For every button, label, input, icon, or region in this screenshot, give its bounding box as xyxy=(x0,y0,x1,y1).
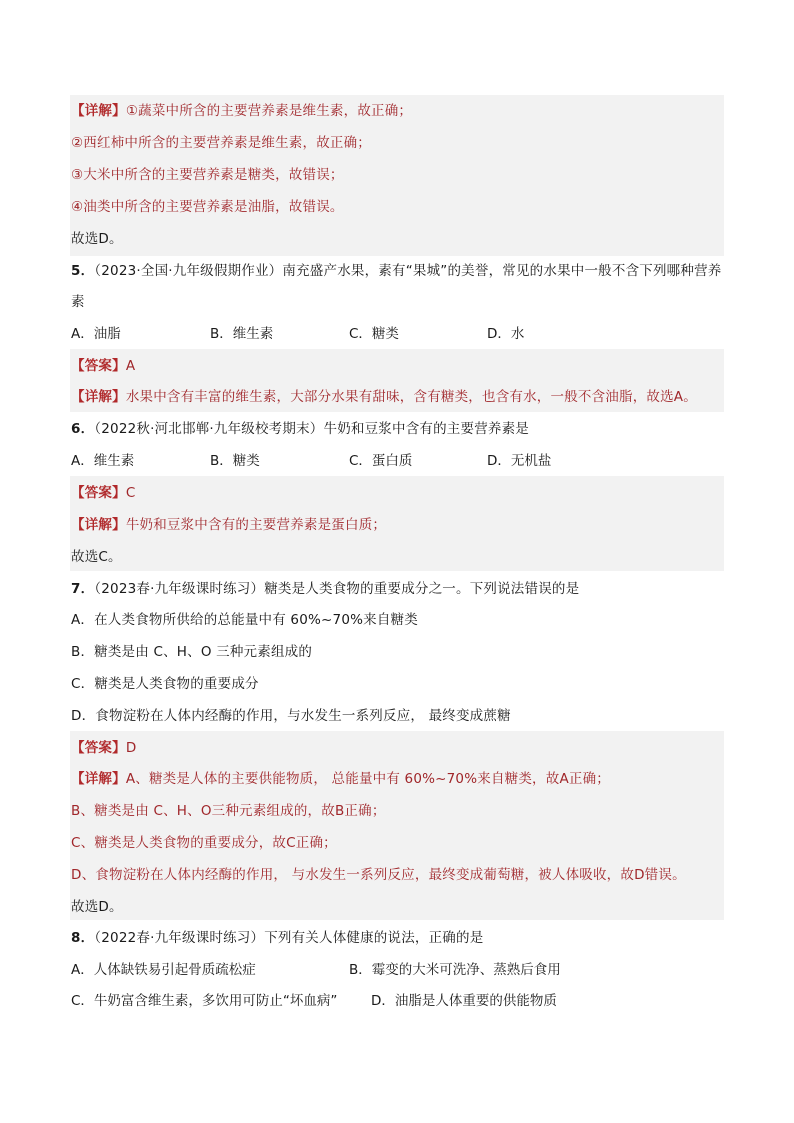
q8-option-b: B．霉变的大米可洗净、蒸熟后食用 xyxy=(349,962,561,978)
q7-stem-line xyxy=(71,579,723,599)
q7-option-a: A．在人类食物所供给的总能量中有 60%~70%来自糖类 xyxy=(71,612,418,628)
q6-option-d: D．无机盐 xyxy=(487,453,552,469)
detail-tag: 【详解】 xyxy=(71,771,126,787)
q5-option-a: A．油脂 xyxy=(71,326,121,342)
q7-number: 7． xyxy=(71,581,95,597)
q5-answer-line xyxy=(71,356,723,376)
q5-stem-line-2: 素 xyxy=(71,294,85,310)
q7-detail-line-1 xyxy=(71,769,723,789)
q7-stem: 糖类是人类食物的重要成分之一。下列说法错误的是 xyxy=(264,581,580,597)
q6-answer-line xyxy=(71,483,723,503)
q5-number: 5． xyxy=(71,263,95,279)
q6-option-c: C．蛋白质 xyxy=(349,453,413,469)
q4-detail-line-1 xyxy=(71,101,723,121)
q5-stem-line-1 xyxy=(71,261,723,281)
q8-number: 8． xyxy=(71,930,95,946)
q6-answer: C xyxy=(125,485,136,501)
q4-conclusion: 故选D。 xyxy=(71,231,123,247)
q7-answer-line xyxy=(71,738,723,758)
q7-option-b: B．糖类是由 C、H、O 三种元素组成的 xyxy=(71,644,313,660)
q6-option-a: A．维生素 xyxy=(71,453,135,469)
q6-detail-line xyxy=(71,515,723,535)
q7-detail-line-4: D、食物淀粉在人体内经酶的作用， 与水发生一系列反应，最终变成葡萄糖，被人体吸收，故D错误。 xyxy=(71,867,686,883)
q5-option-b: B．维生素 xyxy=(210,326,274,342)
q7-detail-line-2: B、糖类是由 C、H、O三种元素组成的，故B正确； xyxy=(71,803,386,819)
q5-source: （2023·全国·九年级假期作业） xyxy=(94,263,283,279)
q7-detail-1: A、糖类是人体的主要供能物质， 总能量中有 60%~70%来自糖类，故A正确； xyxy=(125,771,610,787)
q7-conclusion: 故选D。 xyxy=(71,899,123,915)
q5-stem-1: 南充盛产水果，素有“果城”的美誉，常见的水果中一般不含下列哪种营养 xyxy=(282,263,722,279)
q5-detail: 水果中含有丰富的维生素，大部分水果有甜味，含有糖类，也含有水，一般不含油脂，故选A。 xyxy=(125,389,697,405)
answer-tag: 【答案】 xyxy=(71,740,126,756)
detail-tag: 【详解】 xyxy=(71,517,126,533)
answer-tag: 【答案】 xyxy=(71,358,126,374)
q5-detail-line xyxy=(71,387,723,407)
q6-number: 6． xyxy=(71,421,95,437)
q6-option-b: B．糖类 xyxy=(210,453,260,469)
q8-source: （2022春·九年级课时练习） xyxy=(94,930,265,946)
answer-tag: 【答案】 xyxy=(71,485,126,501)
q8-stem-line xyxy=(71,928,723,948)
q6-stem-line xyxy=(71,419,723,439)
q4-detail-line-4: ④油类中所含的主要营养素是油脂，故错误。 xyxy=(71,199,344,215)
q7-detail-line-3: C、糖类是人类食物的重要成分，故C正确； xyxy=(71,835,337,851)
q6-conclusion: 故选C。 xyxy=(71,549,122,565)
q8-option-a: A．人体缺铁易引起骨质疏松症 xyxy=(71,962,256,978)
q6-source: （2022秋·河北邯郸·九年级校考期末） xyxy=(94,421,324,437)
q6-detail: 牛奶和豆浆中含有的主要营养素是蛋白质； xyxy=(125,517,387,533)
q7-answer: D xyxy=(125,740,137,756)
q8-stem: 下列有关人体健康的说法，正确的是 xyxy=(264,930,484,946)
detail-tag: 【详解】 xyxy=(71,103,126,119)
q7-option-d: D．食物淀粉在人体内经酶的作用，与水发生一系列反应， 最终变成蔗糖 xyxy=(71,708,511,724)
q5-option-c: C．糖类 xyxy=(349,326,399,342)
q8-option-c: C．牛奶富含维生素，多饮用可防止“坏血病” xyxy=(71,993,338,1009)
q7-option-c: C．糖类是人类食物的重要成分 xyxy=(71,676,259,692)
q7-answer-block xyxy=(70,731,724,920)
q4-detail-line-3: ③大米中所含的主要营养素是糖类，故错误； xyxy=(71,167,344,183)
q4-detail-line-2: ②西红柿中所含的主要营养素是维生素，故正确； xyxy=(71,135,372,151)
q5-option-d: D．水 xyxy=(487,326,525,342)
q5-answer: A xyxy=(125,358,136,374)
q8-option-d: D．油脂是人体重要的供能物质 xyxy=(371,993,557,1009)
q6-stem: 牛奶和豆浆中含有的主要营养素是 xyxy=(323,421,529,437)
q7-source: （2023春·九年级课时练习） xyxy=(94,581,265,597)
detail-tag: 【详解】 xyxy=(71,389,126,405)
q4-detail-text-1: ①蔬菜中所含的主要营养素是维生素，故正确； xyxy=(125,103,413,119)
